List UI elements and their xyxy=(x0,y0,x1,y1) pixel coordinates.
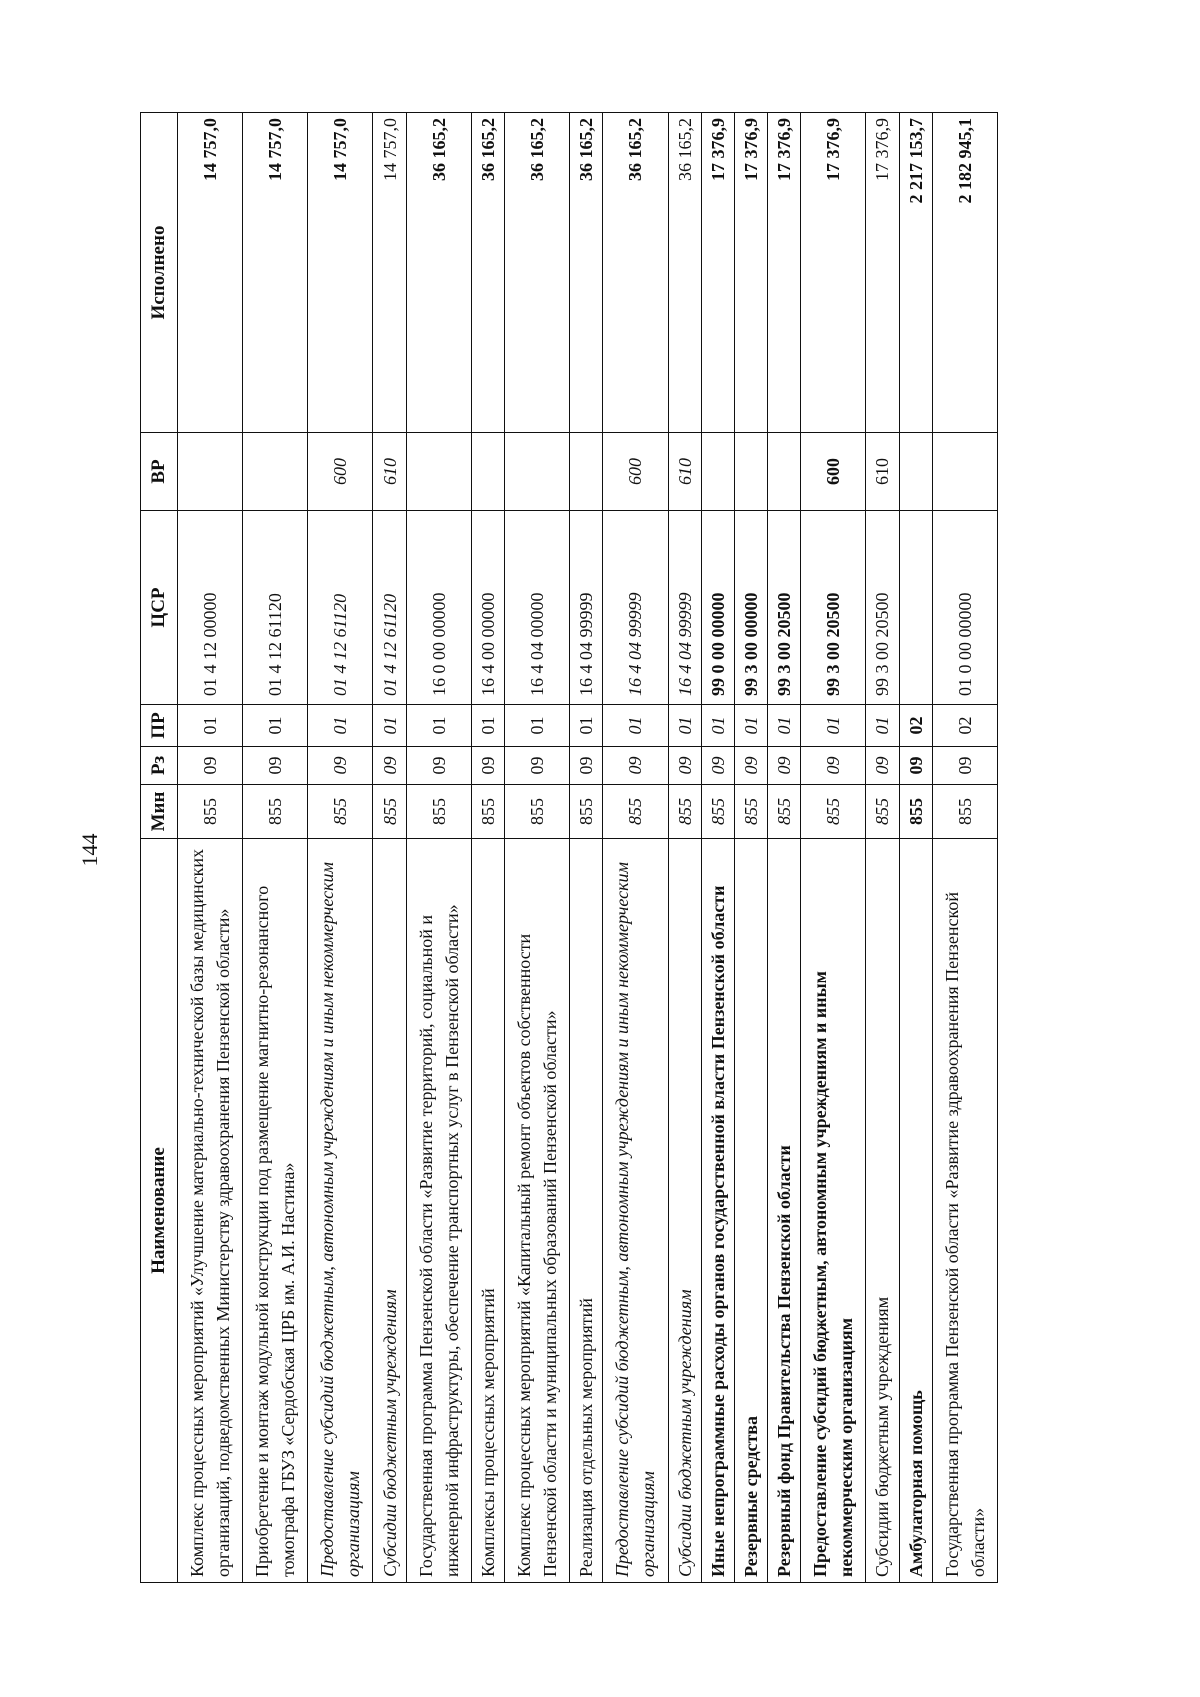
cell-pr: 01 xyxy=(801,705,866,747)
cell-rz: 09 xyxy=(373,747,406,785)
cell-vr xyxy=(701,433,734,511)
cell-csr: 16 4 00 00000 xyxy=(471,511,504,705)
cell-csr: 99 3 00 20500 xyxy=(801,511,866,705)
cell-vr xyxy=(932,433,997,511)
cell-csr: 16 4 04 99999 xyxy=(603,511,668,705)
cell-name: Государственная программа Пензенской области «Развитие здравоохранения Пензенской области» xyxy=(932,839,997,1583)
cell-rz: 09 xyxy=(734,747,767,785)
cell-isp: 2 217 153,7 xyxy=(899,113,932,433)
cell-isp: 17 376,9 xyxy=(701,113,734,433)
cell-pr: 02 xyxy=(899,705,932,747)
cell-csr: 99 3 00 20500 xyxy=(866,511,899,705)
table-row xyxy=(406,113,471,1583)
table-row xyxy=(866,113,899,1583)
cell-isp: 36 165,2 xyxy=(471,113,504,433)
cell-vr xyxy=(505,433,570,511)
cell-isp: 14 757,0 xyxy=(178,113,243,433)
cell-pr: 01 xyxy=(603,705,668,747)
cell-pr: 01 xyxy=(668,705,701,747)
cell-pr: 01 xyxy=(471,705,504,747)
cell-vr: 610 xyxy=(373,433,406,511)
cell-csr: 01 0 00 00000 xyxy=(932,511,997,705)
cell-csr: 01 4 12 61120 xyxy=(373,511,406,705)
cell-isp: 36 165,2 xyxy=(570,113,603,433)
cell-min: 855 xyxy=(899,785,932,839)
cell-rz: 09 xyxy=(899,747,932,785)
cell-csr: 16 0 00 00000 xyxy=(406,511,471,705)
table-row xyxy=(932,113,997,1583)
cell-vr: 600 xyxy=(308,433,373,511)
cell-csr xyxy=(899,511,932,705)
table-row xyxy=(308,113,373,1583)
cell-vr xyxy=(768,433,801,511)
cell-vr: 610 xyxy=(866,433,899,511)
cell-min: 855 xyxy=(373,785,406,839)
cell-rz: 09 xyxy=(866,747,899,785)
cell-min: 855 xyxy=(668,785,701,839)
cell-name: Резервный фонд Правительства Пензенской области xyxy=(768,839,801,1583)
cell-csr: 01 4 12 61120 xyxy=(243,511,308,705)
cell-name: Предоставление субсидий бюджетным, автономным учреждениям и иным некоммерческим организациям xyxy=(603,839,668,1583)
cell-pr: 01 xyxy=(308,705,373,747)
table-row xyxy=(603,113,668,1583)
cell-name: Реализация отдельных мероприятий xyxy=(570,839,603,1583)
cell-isp: 14 757,0 xyxy=(243,113,308,433)
header-rz: Рз xyxy=(141,747,178,785)
cell-name: Предоставление субсидий бюджетным, автономным учреждениям и иным некоммерческим организациям xyxy=(801,839,866,1583)
table-row xyxy=(178,113,243,1583)
cell-isp: 2 182 945,1 xyxy=(932,113,997,433)
cell-isp: 14 757,0 xyxy=(373,113,406,433)
cell-csr: 99 0 00 00000 xyxy=(701,511,734,705)
table-row xyxy=(801,113,866,1583)
cell-rz: 09 xyxy=(406,747,471,785)
cell-min: 855 xyxy=(178,785,243,839)
cell-min: 855 xyxy=(406,785,471,839)
cell-pr: 02 xyxy=(932,705,997,747)
cell-isp: 36 165,2 xyxy=(603,113,668,433)
cell-pr: 01 xyxy=(768,705,801,747)
cell-rz: 09 xyxy=(308,747,373,785)
cell-min: 855 xyxy=(471,785,504,839)
budget-table-container xyxy=(140,113,998,1583)
cell-vr xyxy=(570,433,603,511)
cell-pr: 01 xyxy=(866,705,899,747)
cell-csr: 99 3 00 00000 xyxy=(734,511,767,705)
cell-name: Предоставление субсидий бюджетным, автономным учреждениям и иным некоммерческим организациям xyxy=(308,839,373,1583)
table-row xyxy=(243,113,308,1583)
cell-isp: 17 376,9 xyxy=(768,113,801,433)
table-row xyxy=(570,113,603,1583)
table-header-row xyxy=(141,113,178,1583)
cell-vr: 600 xyxy=(603,433,668,511)
cell-min: 855 xyxy=(866,785,899,839)
cell-isp: 17 376,9 xyxy=(801,113,866,433)
cell-vr xyxy=(899,433,932,511)
cell-vr xyxy=(406,433,471,511)
cell-pr: 01 xyxy=(243,705,308,747)
cell-csr: 99 3 00 20500 xyxy=(768,511,801,705)
table-row xyxy=(471,113,504,1583)
cell-rz: 09 xyxy=(603,747,668,785)
cell-min: 855 xyxy=(505,785,570,839)
cell-csr: 01 4 12 00000 xyxy=(178,511,243,705)
cell-pr: 01 xyxy=(701,705,734,747)
cell-min: 855 xyxy=(603,785,668,839)
cell-rz: 09 xyxy=(932,747,997,785)
cell-name: Комплексы процессных мероприятий xyxy=(471,839,504,1583)
header-isp: Исполнено xyxy=(141,113,178,433)
cell-isp: 14 757,0 xyxy=(308,113,373,433)
cell-isp: 36 165,2 xyxy=(406,113,471,433)
cell-min: 855 xyxy=(570,785,603,839)
cell-pr: 01 xyxy=(406,705,471,747)
cell-isp: 17 376,9 xyxy=(866,113,899,433)
cell-csr: 16 4 04 99999 xyxy=(668,511,701,705)
cell-name: Субсидии бюджетным учреждениям xyxy=(373,839,406,1583)
cell-name: Комплекс процессных мероприятий «Улучшение материально-технической базы медицинских организаций, подведомственных Министерству здравоохранения Пензенской области» xyxy=(178,839,243,1583)
cell-name: Иные непрограммные расходы органов государственной власти Пензенской области xyxy=(701,839,734,1583)
cell-min: 855 xyxy=(243,785,308,839)
header-csr: ЦСР xyxy=(141,511,178,705)
cell-min: 855 xyxy=(701,785,734,839)
cell-rz: 09 xyxy=(471,747,504,785)
header-name: Наименование xyxy=(141,839,178,1583)
page-number: 144 xyxy=(77,833,102,867)
cell-rz: 09 xyxy=(701,747,734,785)
cell-name: Резервные средства xyxy=(734,839,767,1583)
cell-vr xyxy=(471,433,504,511)
cell-min: 855 xyxy=(734,785,767,839)
cell-pr: 01 xyxy=(505,705,570,747)
cell-csr: 16 4 04 00000 xyxy=(505,511,570,705)
header-min: Мин xyxy=(141,785,178,839)
cell-name: Амбулаторная помощь xyxy=(899,839,932,1583)
cell-vr: 600 xyxy=(801,433,866,511)
cell-name: Приобретение и монтаж модульной конструкции под размещение магнитно-резонансного томографа ГБУЗ «Сердобская ЦРБ им. А.И. Настина» xyxy=(243,839,308,1583)
budget-table xyxy=(140,112,998,1583)
header-pr: ПР xyxy=(141,705,178,747)
cell-rz: 09 xyxy=(243,747,308,785)
cell-vr xyxy=(178,433,243,511)
header-vr: ВР xyxy=(141,433,178,511)
cell-vr: 610 xyxy=(668,433,701,511)
cell-name: Комплекс процессных мероприятий «Капитальный ремонт объектов собственности Пензенской области и муниципальных образований Пензенской области» xyxy=(505,839,570,1583)
table-row xyxy=(734,113,767,1583)
table-row xyxy=(373,113,406,1583)
cell-rz: 09 xyxy=(801,747,866,785)
cell-vr xyxy=(734,433,767,511)
cell-rz: 09 xyxy=(668,747,701,785)
cell-pr: 01 xyxy=(570,705,603,747)
cell-min: 855 xyxy=(801,785,866,839)
cell-rz: 09 xyxy=(768,747,801,785)
cell-rz: 09 xyxy=(505,747,570,785)
table-row xyxy=(668,113,701,1583)
table-row xyxy=(701,113,734,1583)
cell-min: 855 xyxy=(768,785,801,839)
cell-min: 855 xyxy=(308,785,373,839)
table-row xyxy=(768,113,801,1583)
cell-pr: 01 xyxy=(373,705,406,747)
cell-vr xyxy=(243,433,308,511)
cell-isp: 17 376,9 xyxy=(734,113,767,433)
cell-pr: 01 xyxy=(734,705,767,747)
cell-rz: 09 xyxy=(570,747,603,785)
cell-isp: 36 165,2 xyxy=(505,113,570,433)
table-row xyxy=(899,113,932,1583)
table-row xyxy=(505,113,570,1583)
cell-pr: 01 xyxy=(178,705,243,747)
cell-name: Субсидии бюджетным учреждениям xyxy=(866,839,899,1583)
cell-min: 855 xyxy=(932,785,997,839)
cell-name: Государственная программа Пензенской области «Развитие территорий, социальной и инженерной инфраструктуры, обеспечение транспортных услуг в Пензенской области» xyxy=(406,839,471,1583)
cell-csr: 16 4 04 99999 xyxy=(570,511,603,705)
cell-csr: 01 4 12 61120 xyxy=(308,511,373,705)
cell-rz: 09 xyxy=(178,747,243,785)
cell-name: Субсидии бюджетным учреждениям xyxy=(668,839,701,1583)
cell-isp: 36 165,2 xyxy=(668,113,701,433)
